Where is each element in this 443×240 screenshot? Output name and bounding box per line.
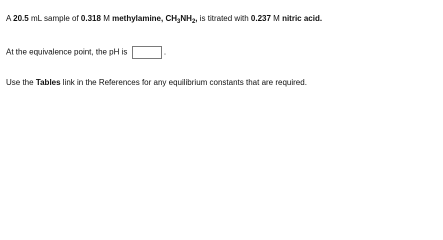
ph-answer-input[interactable] [132, 46, 162, 59]
sample-volume: 20.5 [13, 14, 29, 23]
formula-sub-2: 2 [191, 19, 196, 25]
formula-sub-3: 3 [177, 19, 181, 25]
help-suffix: link in the References for any equilibrium constants that are required. [62, 78, 307, 87]
acid-molarity: 0.237 [250, 14, 271, 23]
titration-text: is titrated with [199, 14, 249, 23]
volume-unit: mL sample of [30, 14, 79, 23]
prompt-period: . [163, 47, 167, 57]
help-prefix: Use the [6, 78, 34, 87]
question-text [6, 14, 322, 24]
formula-part-ch: CH [165, 14, 178, 23]
formula-suffix: , [195, 14, 198, 23]
ph-prompt [6, 46, 166, 59]
question-prefix: A [6, 14, 11, 23]
base-molarity: 0.318 [80, 14, 101, 23]
base-name: methylamine, [112, 14, 164, 23]
molar-unit-2: M [273, 14, 280, 23]
base-formula [165, 14, 197, 23]
acid-name: nitric acid. [282, 14, 323, 23]
tables-link[interactable]: Tables [35, 78, 61, 87]
molar-unit: M [103, 14, 110, 23]
formula-part-nh: NH [180, 14, 192, 23]
ph-prompt-label: At the equivalence point, the pH is [6, 47, 128, 57]
help-text [6, 78, 307, 88]
